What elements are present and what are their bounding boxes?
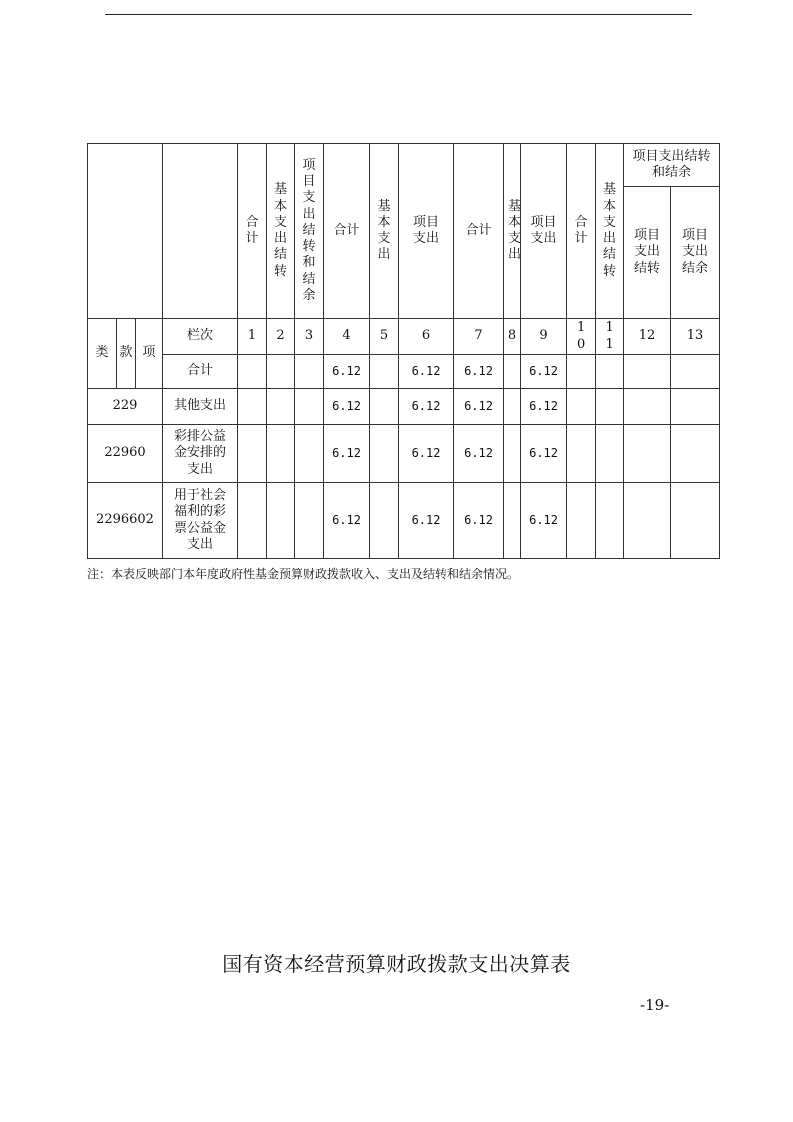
row-value: 6.12 <box>399 389 454 425</box>
row-value <box>504 389 521 425</box>
header-total-b: 合计 <box>324 144 370 319</box>
row-value: 6.12 <box>324 389 370 425</box>
row-name: 合计 <box>163 355 238 389</box>
row-value <box>671 483 720 559</box>
row-name: 用于社会福利的彩票公益金支出 <box>163 483 238 559</box>
row-value <box>267 483 295 559</box>
row-value <box>624 355 671 389</box>
row-value <box>671 425 720 483</box>
table-row <box>88 355 720 389</box>
row-value: 6.12 <box>521 355 567 389</box>
row-value: 6.12 <box>324 355 370 389</box>
page-number: -19- <box>640 996 670 1014</box>
row-value <box>238 483 267 559</box>
row-value <box>671 389 720 425</box>
row-value <box>295 483 324 559</box>
code-label-section: 款 <box>117 319 136 389</box>
row-value <box>624 425 671 483</box>
header-total-a: 合计 <box>238 144 267 319</box>
row-value: 6.12 <box>324 483 370 559</box>
header-basic-d: 基本支出结转 <box>596 144 624 319</box>
row-value: 6.12 <box>454 425 504 483</box>
row-value <box>596 389 624 425</box>
header-basic-a: 基本支出结转 <box>267 144 295 319</box>
header-blank-code <box>88 144 163 319</box>
header-project-group: 项目支出结转和结余 <box>624 144 720 187</box>
header-project-b: 项目支出 <box>399 144 454 319</box>
header-basic-c: 基本支出 <box>504 144 521 319</box>
row-value <box>267 425 295 483</box>
row-value <box>295 355 324 389</box>
row-value <box>504 425 521 483</box>
row-value <box>370 425 399 483</box>
index-number: 6 <box>399 319 454 355</box>
row-value <box>596 483 624 559</box>
index-number: 5 <box>370 319 399 355</box>
row-value <box>671 355 720 389</box>
row-value <box>370 483 399 559</box>
row-value <box>295 425 324 483</box>
row-value: 6.12 <box>399 355 454 389</box>
row-value <box>238 425 267 483</box>
index-row-label: 栏次 <box>163 319 238 355</box>
row-code: 2296602 <box>88 483 163 559</box>
row-value: 6.12 <box>399 483 454 559</box>
row-value <box>238 389 267 425</box>
row-value <box>567 425 596 483</box>
row-name: 彩排公益金安排的支出 <box>163 425 238 483</box>
row-value: 6.12 <box>399 425 454 483</box>
header-project-carry: 项目支出结转 <box>624 187 671 319</box>
row-value: 6.12 <box>454 483 504 559</box>
row-value: 6.12 <box>521 483 567 559</box>
index-number: 4 <box>324 319 370 355</box>
index-number: 3 <box>295 319 324 355</box>
row-value <box>267 355 295 389</box>
row-code: 22960 <box>88 425 163 483</box>
row-value: 6.12 <box>454 389 504 425</box>
row-value <box>596 425 624 483</box>
row-value <box>370 355 399 389</box>
index-number: 1 <box>238 319 267 355</box>
header-project-c: 项目支出 <box>521 144 567 319</box>
row-name: 其他支出 <box>163 389 238 425</box>
row-value <box>567 389 596 425</box>
index-number: 9 <box>521 319 567 355</box>
row-value <box>567 355 596 389</box>
index-number: 8 <box>504 319 521 355</box>
page-title: 国有资本经营预算财政拨款支出决算表 <box>222 952 571 976</box>
header-basic-b: 基本支出 <box>370 144 399 319</box>
header-blank-name <box>163 144 238 319</box>
table-row <box>88 483 720 559</box>
index-number: 10 <box>567 319 596 355</box>
row-value <box>238 355 267 389</box>
row-value <box>624 483 671 559</box>
row-value <box>295 389 324 425</box>
header-total-c: 合计 <box>454 144 504 319</box>
index-number: 13 <box>671 319 720 355</box>
row-value: 6.12 <box>521 389 567 425</box>
row-value <box>267 389 295 425</box>
row-value <box>504 483 521 559</box>
row-value <box>504 355 521 389</box>
header-project-a: 项目支出结转和结余 <box>295 144 324 319</box>
row-value <box>567 483 596 559</box>
header-total-d: 合计 <box>567 144 596 319</box>
fund-budget-table <box>87 143 720 559</box>
code-label-item: 项 <box>136 319 163 389</box>
row-code: 229 <box>88 389 163 425</box>
table-row <box>88 389 720 425</box>
header-project-balance: 项目支出结余 <box>671 187 720 319</box>
index-number: 11 <box>596 319 624 355</box>
row-value <box>596 355 624 389</box>
row-value <box>624 389 671 425</box>
row-value: 6.12 <box>521 425 567 483</box>
table-note: 注：本表反映部门本年度政府性基金预算财政拨款收入、支出及结转和结余情况。 <box>87 567 520 581</box>
index-number: 7 <box>454 319 504 355</box>
index-number: 2 <box>267 319 295 355</box>
table-row <box>88 425 720 483</box>
row-value: 6.12 <box>324 425 370 483</box>
row-value <box>370 389 399 425</box>
index-number: 12 <box>624 319 671 355</box>
code-label-category: 类 <box>88 319 117 389</box>
top-rule <box>105 14 692 15</box>
row-value: 6.12 <box>454 355 504 389</box>
